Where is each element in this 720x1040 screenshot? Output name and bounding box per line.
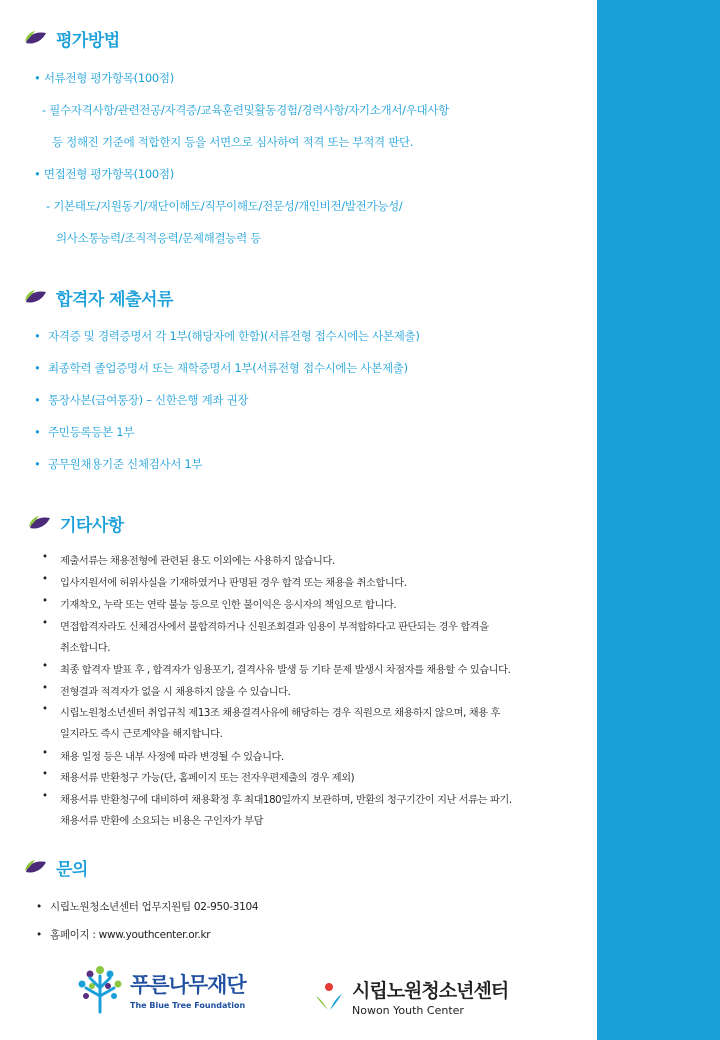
etc-item: • 면접합격자라도 신체검사에서 불합격하거나 신원조회결과 임용이 부적합하다고 판단되는 경우 합격을	[42, 618, 489, 633]
documents-title: 합격자 제출서류	[56, 290, 173, 310]
etc-title: 기타사항	[60, 516, 124, 536]
evaluation-line: 의사소통능력/조직적응력/문제해결능력 등	[56, 231, 262, 245]
nowon-youth-center-logo	[312, 976, 508, 1017]
leaf-icon	[24, 858, 48, 878]
evaluation-line: - 필수자격사항/관련전공/자격증/교육훈련및활동경험/경력사항/자기소개서/우대사항	[42, 103, 449, 117]
etc-item: • 시립노원청소년센터 취업규칙 제13조 채용결격사유에 해당하는 경우 직원으로 채용하지 않으며, 채용 후	[42, 704, 500, 719]
logo1-english: The Blue Tree Foundation	[130, 1000, 246, 1010]
etc-item: • 입사지원서에 허위사실을 기재하였거나 판명된 경우 합격 또는 채용을 취소합니다.	[42, 574, 407, 589]
evaluation-title: 평가방법	[56, 31, 120, 51]
documents-item: • 최종학력 졸업증명서 또는 재학증명서 1부(서류전형 접수시에는 사본제출)	[34, 361, 408, 375]
etc-item-continuation: 채용서류 반환에 소요되는 비용은 구인자가 부담	[60, 816, 264, 827]
leaf-icon	[24, 288, 48, 308]
evaluation-heading	[24, 26, 120, 51]
leaf-icon	[24, 29, 48, 49]
inquiry-phone: • 시립노원청소년센터 업무지원팀 02-950-3104	[36, 901, 259, 913]
evaluation-line: - 기본태도/지원동기/재단이해도/직무이해도/전문성/개인비전/발전가능성/	[46, 199, 403, 213]
etc-item-continuation: 취소합니다.	[60, 643, 111, 654]
etc-item: • 최종 합격자 발표 후 , 합격자가 임용포기, 결격사유 발생 등 기타 문제 발생시 차점자를 채용할 수 있습니다.	[42, 661, 511, 676]
etc-item: • 기재착오, 누락 또는 연락 불능 등으로 인한 불이익은 응시자의 책임으로 합니다.	[42, 596, 397, 611]
blue-tree-foundation-logo	[74, 962, 246, 1016]
logo2-english: Nowon Youth Center	[352, 1004, 464, 1017]
etc-item: • 채용 일정 등은 내부 사정에 따라 변경될 수 있습니다.	[42, 748, 284, 763]
evaluation-line: • 면접전형 평가항목(100점)	[34, 167, 174, 181]
evaluation-line: • 서류전형 평가항목(100점)	[34, 71, 174, 85]
leaf-icon	[28, 514, 52, 534]
etc-item: • 채용서류 반환청구 가능(단, 홈페이지 또는 전자우편제출의 경우 제외)	[42, 769, 355, 784]
etc-item: • 제출서류는 채용전형에 관련된 용도 이외에는 사용하지 않습니다.	[42, 552, 335, 567]
etc-item: • 전형결과 적격자가 없을 시 채용하지 않을 수 있습니다.	[42, 683, 291, 698]
logo1-korean: 푸른나무재단	[130, 972, 246, 997]
documents-item: • 공무원채용기준 신체검사서 1부	[34, 457, 203, 471]
tree-icon	[74, 962, 126, 1016]
documents-heading	[24, 285, 173, 310]
logo2-korean: 시립노원청소년센터	[352, 980, 509, 1002]
etc-heading	[28, 511, 124, 536]
inquiry-heading	[24, 855, 88, 880]
documents-item: • 자격증 및 경력증명서 각 1부(해당자에 한함)(서류전형 접수시에는 사본제출)	[34, 329, 420, 343]
youth-center-emblem-icon	[312, 980, 346, 1014]
etc-item: • 채용서류 반환청구에 대비하여 채용확정 후 최대180일까지 보관하며, 반환의 청구기간이 지난 서류는 파기.	[42, 791, 512, 806]
evaluation-line: 등 정해진 기준에 적합한지 등을 서면으로 심사하여 적격 또는 부적격 판단.	[52, 135, 414, 149]
documents-item: • 통장사본(급여통장) – 신한은행 계좌 권장	[34, 393, 249, 407]
side-accent-bar	[597, 0, 720, 1040]
inquiry-title: 문의	[56, 860, 88, 880]
etc-item-continuation: 일지라도 즉시 근로계약을 해지합니다.	[60, 729, 223, 740]
documents-item: • 주민등록등본 1부	[34, 425, 135, 439]
inquiry-homepage[interactable]: • 홈페이지 : www.youthcenter.or.kr	[36, 929, 211, 941]
